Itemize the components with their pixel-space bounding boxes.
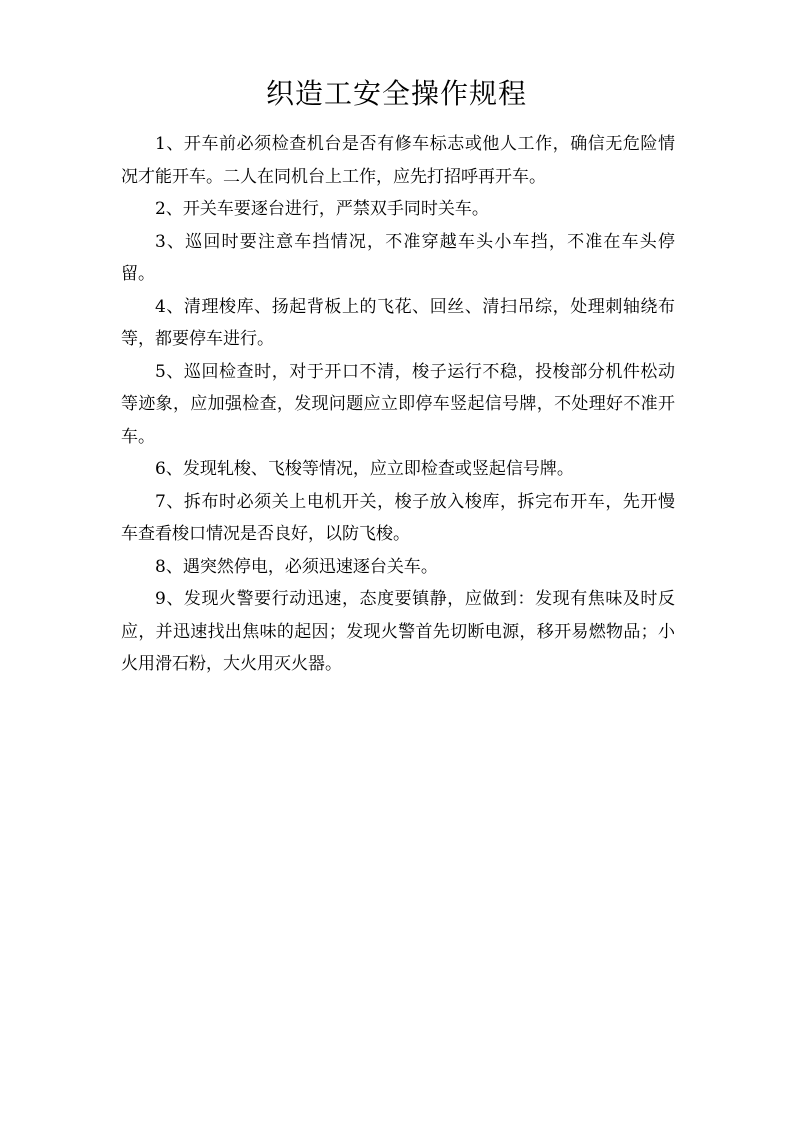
rule-paragraph-6: 6、发现轧梭、飞梭等情况，应立即检查或竖起信号牌。 [155,459,574,479]
document-body [121,128,675,681]
rule-paragraph-3: 3、巡回时要注意车挡情况，不准穿越车头小车挡，不准在车头停留。 [121,231,675,284]
rule-paragraph-2: 2、开关车要逐台进行，严禁双手同时关车。 [155,199,489,219]
rule-paragraph-9: 9、发现火警要行动迅速，态度要镇静，应做到：发现有焦味及时反应，并迅速找出焦味的起因；发现火警首先切断电源，移开易燃物品；小火用滑石粉，大火用灭火器。 [121,589,675,674]
rule-paragraph-7: 7、拆布时必须关上电机开关，梭子放入梭库，拆完布开车，先开慢车查看梭口情况是否良好，以防飞梭。 [121,491,675,544]
rule-paragraph-8: 8、遇突然停电，必须迅速逐台关车。 [155,556,438,577]
rule-paragraph-4: 4、清理梭库、扬起背板上的飞花、回丝、清扫吊综，处理刺轴绕布等，都要停车进行。 [121,296,675,349]
page-title: 织造工安全操作规程 [265,77,527,110]
rule-paragraph-1: 1、开车前必须检查机台是否有修车标志或他人工作，确信无危险情况才能开车。二人在同机台上工作，应先打招呼再开车。 [121,134,675,187]
rule-paragraph-5: 5、巡回检查时，对于开口不清，梭子运行不稳，投梭部分机件松动等迹象，应加强检查，发现问题应立即停车竖起信号牌，不处理好不准开车。 [121,361,675,447]
